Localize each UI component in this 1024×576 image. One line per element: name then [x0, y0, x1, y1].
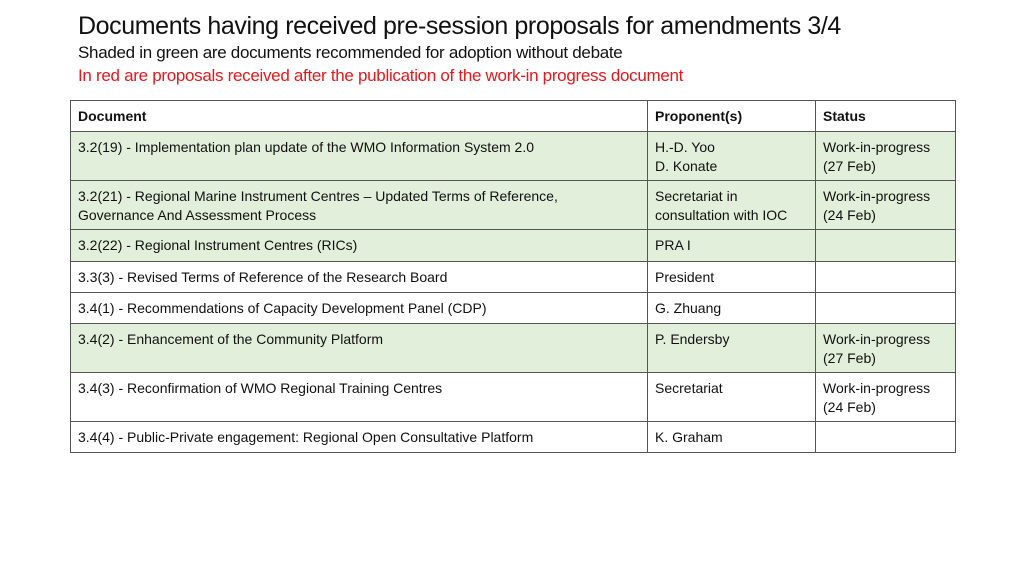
table-header-row: [71, 101, 956, 132]
proponent-cell: [648, 230, 816, 262]
proponent-cell-line: K. Graham: [655, 429, 723, 445]
proponent-cell: [648, 324, 816, 373]
status-cell-line: (24 Feb): [823, 207, 876, 223]
document-cell: [71, 230, 648, 262]
slide-header: [78, 10, 1008, 88]
proponent-cell: [648, 293, 816, 324]
proponent-cell: [648, 422, 816, 453]
proponent-cell-line: G. Zhuang: [655, 300, 722, 316]
proponent-cell: [648, 373, 816, 422]
slide-title: Documents having received pre-session proposals for amendments 3/4: [78, 12, 841, 40]
status-cell-line: (27 Feb): [823, 158, 876, 174]
document-cell-line: 3.2(22) - Regional Instrument Centres (RICs): [78, 237, 358, 253]
column-header-proponent: Proponent(s): [648, 101, 816, 132]
table-row: [71, 132, 956, 181]
table-row: [71, 181, 956, 230]
proponent-cell-line: Secretariat in: [655, 188, 738, 204]
proposals-table: [70, 100, 956, 453]
document-cell: [71, 293, 648, 324]
document-cell: [71, 324, 648, 373]
status-cell-line: (24 Feb): [823, 399, 876, 415]
proponent-cell-line: consultation with IOC: [655, 207, 788, 223]
slide-subtitle: Shaded in green are documents recommended for adoption without debate: [78, 43, 623, 62]
proponent-cell-line: D. Konate: [655, 158, 718, 174]
document-cell-line: 3.3(3) - Revised Terms of Reference of the Research Board: [78, 269, 448, 285]
proponent-cell-line: H.-D. Yoo: [655, 139, 715, 155]
status-cell-line: Work-in-progress: [823, 139, 931, 155]
status-cell: [816, 293, 956, 324]
document-cell: [71, 422, 648, 453]
table-row: [71, 262, 956, 293]
column-header-document: Document: [71, 101, 648, 132]
status-cell: [816, 324, 956, 373]
document-cell: [71, 262, 648, 293]
document-cell-line: 3.2(21) - Regional Marine Instrument Centres – Updated Terms of Reference,: [78, 188, 558, 204]
document-cell-line: 3.4(3) - Reconfirmation of WMO Regional Training Centres: [78, 380, 443, 396]
table-row: [71, 293, 956, 324]
table-row: [71, 230, 956, 262]
status-cell-line: (27 Feb): [823, 350, 876, 366]
document-cell-line: 3.4(4) - Public-Private engagement: Regional Open Consultative Platform: [78, 429, 534, 445]
table-row: [71, 373, 956, 422]
document-cell-line: 3.4(1) - Recommendations of Capacity Development Panel (CDP): [78, 300, 487, 316]
status-cell-line: Work-in-progress: [823, 188, 931, 204]
document-cell: [71, 373, 648, 422]
document-cell: [71, 132, 648, 181]
proponent-cell: [648, 132, 816, 181]
proponent-cell-line: P. Endersby: [655, 331, 730, 347]
table-row: [71, 324, 956, 373]
table-body: [71, 132, 956, 453]
red-note: In red are proposals received after the publication of the work-in progress document: [78, 66, 684, 85]
status-cell: [816, 422, 956, 453]
proponent-cell-line: President: [655, 269, 715, 285]
document-cell-line: 3.4(2) - Enhancement of the Community Platform: [78, 331, 384, 347]
status-cell: [816, 181, 956, 230]
document-cell-line: Governance And Assessment Process: [78, 207, 317, 223]
proponent-cell: [648, 181, 816, 230]
document-cell-line: 3.2(19) - Implementation plan update of the WMO Information System 2.0: [78, 139, 534, 155]
status-cell: [816, 373, 956, 422]
document-cell: [71, 181, 648, 230]
status-cell-line: Work-in-progress: [823, 331, 931, 347]
proponent-cell-line: PRA I: [655, 237, 691, 253]
status-cell: [816, 230, 956, 262]
status-cell: [816, 262, 956, 293]
status-cell: [816, 132, 956, 181]
status-cell-line: Work-in-progress: [823, 380, 931, 396]
proponent-cell: [648, 262, 816, 293]
proponent-cell-line: Secretariat: [655, 380, 723, 396]
table-row: [71, 422, 956, 453]
column-header-status: Status: [816, 101, 956, 132]
